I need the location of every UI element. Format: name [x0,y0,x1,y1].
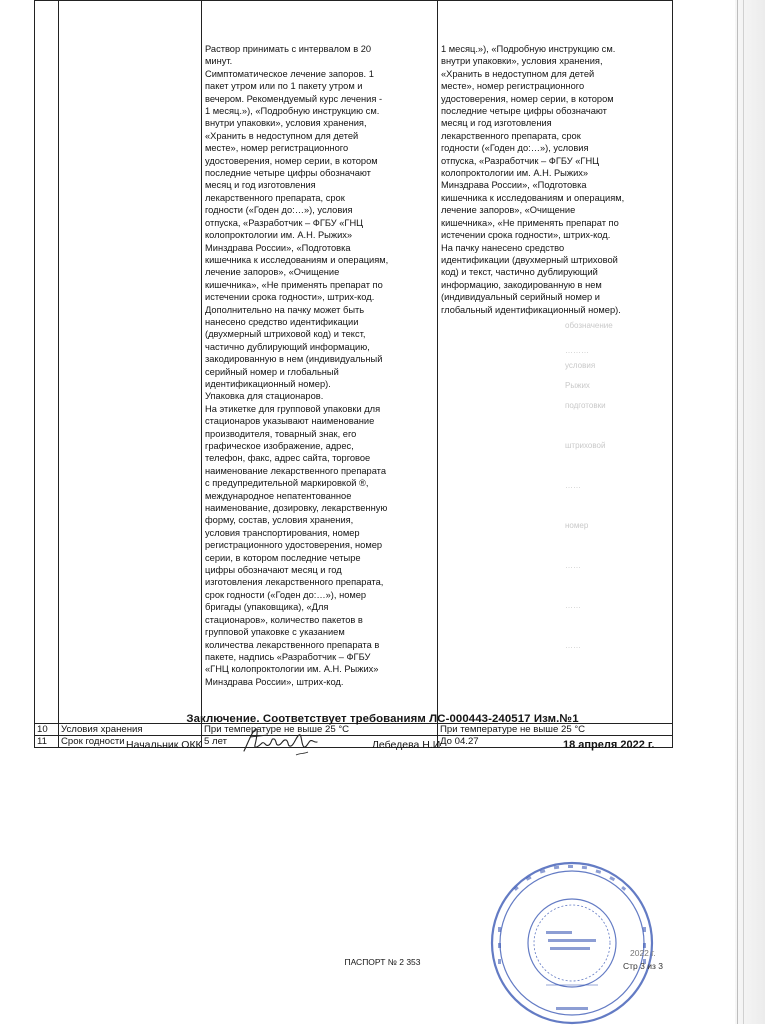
actual-result-cell [438,1,673,724]
text-line: с предупредительной маркировкой ®, [205,478,369,489]
text-line: Раствор принимать с интервалом в 20 [205,44,372,54]
specification-cell [202,1,438,724]
text-line: срок годности («Годен до:…»), номер [205,589,367,600]
bleed-through-text: номер [565,521,589,530]
text-line: стационаров», количество пакетов в [205,614,363,625]
text-line: Минздрава России», «Подготовка [441,180,587,191]
text-line: месте», номер регистрационного [441,81,585,92]
text-line: количества лекарственного препарата в [205,639,380,650]
text-line: Минздрава России», штрих-код. [205,676,344,687]
text-line: «Хранить в недоступном для детей [441,68,595,79]
row-spec: 5 лет [202,736,438,748]
text-line: форму, состав, условия хранения, [205,515,354,526]
handwritten-signature [238,723,323,763]
text-line: цифры обозначают месяц и год [205,565,342,576]
bleed-through-text: Рыжих [565,381,590,390]
text-line: «Хранить в недоступном для детей [205,130,359,141]
text-line: (индивидуальный серийный номер и [441,292,600,303]
bleed-through-text: штриховой [565,441,606,450]
page-number: Стр 3 из 3 [623,961,663,971]
text-line: кишечника», «Не применять препарат по [205,279,383,290]
text-line: колопроктологии им. А.Н. Рыжих» [441,168,589,179]
text-line: истечении срока годности», штрих-код. [441,230,611,241]
text-line: годности («Годен до:…»), условия [205,205,353,216]
text-line: На пачку нанесено средство [441,242,565,253]
text-line: бригады (упаковщика), «Для [205,602,329,613]
text-line: пакет утром или по 1 пакету утром и [205,81,363,92]
text-line: колопроктологии им. А.Н. Рыжих» [205,230,353,241]
text-line: кишечника к исследованиям и операциям, [441,192,625,203]
text-line: годности («Годен до:…»), условия [441,143,589,154]
text-line: На этикетке для групповой упаковки для [205,403,381,414]
bleed-through-text: …… [565,481,581,490]
official-seal-stamp [486,857,658,1029]
text-line: серийный номер и глобальный [205,366,339,377]
text-line: телефон, факс, адрес сайта, торговое [205,453,371,464]
row-actual: При температуре не выше 25 °С [438,724,673,736]
bleed-through-text: подготовки [565,401,606,410]
text-line: групповой упаковке с указанием [205,627,345,638]
specification-text [205,43,435,688]
bleed-through-text: …… [565,601,581,610]
text-line: последние четыре цифры обозначают [205,168,371,179]
text-line: истечении срока годности», штрих-код. [205,292,375,303]
text-line: удостоверения, номер серии, в котором [441,93,614,104]
bleed-through-text: обозначение [565,321,613,330]
table-row [35,724,673,736]
bleed-through-text: ……… [565,346,589,355]
text-line: нанесено средство идентификации [205,316,359,327]
text-line: информацию, закодированную в нем [441,279,602,290]
text-line: минут. [205,56,233,67]
actual-result-text [441,43,670,316]
conclusion: Заключение. Соответствует требованиям ЛС-000443-240517 Изм.№1 [186,713,579,725]
text-line: идентификационный номер). [205,378,331,389]
text-line: последние четыре цифры обозначают [441,106,607,117]
row-actual: До 04.27 [438,736,673,748]
text-line: Дополнительно на пачку может быть [205,304,365,315]
text-line: идентификации (двухмерный штриховой [441,254,618,265]
text-line: лечение запоров», «Очищение [205,267,340,278]
text-line: условия транспортирования, номер [205,527,360,538]
bleed-through-text: …… [565,641,581,650]
text-line: наименование лекарственного препарата [205,465,386,476]
text-line: внутри упаковки», условия хранения, [441,56,603,67]
text-line: стационаров указывают наименование [205,416,375,427]
row-number: 11 [35,736,59,748]
row-number: 10 [35,724,59,736]
text-line: производителя, товарный знак, его [205,428,357,439]
signer-position: Начальник ОКК [126,739,202,751]
text-line: отпуска, «Разработчик – ФГБУ «ГНЦ [205,217,364,228]
scan-edge [735,0,765,1024]
table-row [35,1,673,724]
text-line: внутри упаковки», условия хранения, [205,118,367,129]
text-line: месте», номер регистрационного [205,143,349,154]
row-name: Условия хранения [59,724,202,736]
text-line: (двухмерный штриховой код) и текст, [205,329,366,340]
spec-table [34,0,673,748]
text-line: лечение запоров», «Очищение [441,205,576,216]
text-line: кишечника к исследованиям и операциям, [205,254,389,265]
text-line: наименование, дозировку, лекарственную [205,503,388,514]
text-line: регистрационного удостоверения, номер [205,540,383,551]
text-line: код) и текст, частично дублирующий [441,267,598,278]
text-line: международное непатентованное [205,490,352,501]
text-line: месяц и год изготовления [205,180,316,191]
text-line: Минздрава России», «Подготовка [205,242,351,253]
text-line: лекарственного препарата, срок [441,130,581,141]
text-line: 1 месяц.»), «Подробную инструкцию см. [205,106,380,117]
text-line: месяц и год изготовления [441,118,552,129]
signer-name: Лебедева Н.И. [372,739,444,751]
row-number-cell [35,1,59,724]
text-line: серии, в котором последние четыре [205,552,361,563]
year-fragment: 2022 г. [630,948,656,958]
text-line: закодированную в нем (индивидуальный [205,354,383,365]
bleed-through-text: …… [565,561,581,570]
row-spec: При температуре не выше 25 °С [202,724,438,736]
text-line: пакете, надпись «Разработчик – ФГБУ [205,651,371,662]
text-line: Симптоматическое лечение запоров. 1 [205,68,374,79]
text-line: изготовления лекарственного препарата, [205,577,384,588]
text-line: частично дублирующий информацию, [205,341,370,352]
text-line: кишечника», «Не применять препарат по [441,217,619,228]
passport-number: ПАСПОРТ № 2 353 [344,957,421,967]
text-line: 1 месяц.»), «Подробную инструкцию см. [441,44,616,54]
row-name: Срок годности [59,736,202,748]
row-name-cell [59,1,202,724]
text-line: лекарственного препарата, срок [205,192,345,203]
text-line: Упаковка для стационаров. [205,391,324,402]
text-line: вечером. Рекомендуемый курс лечения - [205,93,383,104]
text-line: графическое изображение, адрес, [205,441,354,451]
signature-date: 18 апреля 2022 г. [563,739,655,751]
text-line: удостоверения, номер серии, в котором [205,155,378,166]
bleed-through-text: условия [565,361,596,370]
text-line: отпуска, «Разработчик – ФГБУ «ГНЦ [441,155,600,166]
text-line: «ГНЦ колопроктологии им. А.Н. Рыжих» [205,664,379,675]
text-line: глобальный идентификационный номер). [441,304,621,315]
